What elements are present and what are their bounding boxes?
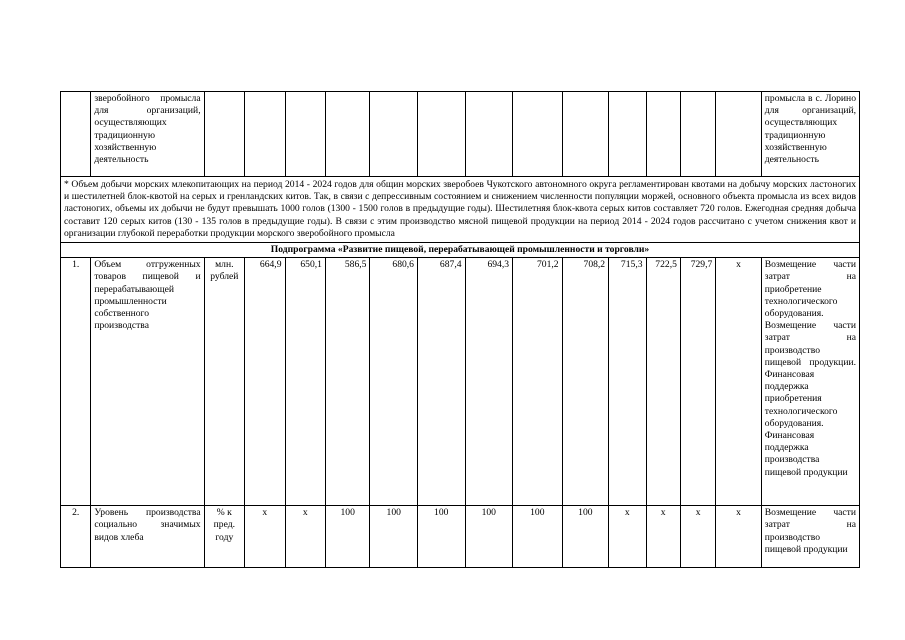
- indicators-table: [60, 91, 860, 568]
- unit-cell: млн. рублей: [204, 258, 244, 506]
- value-cell: 715,3: [609, 258, 646, 506]
- remark-cell: промысла в с. Лорино для организаций, осуществляющих традиционную хозяйственную деятельность: [761, 92, 859, 177]
- indicator-name: Объем отгруженных товаров пищевой и перерабатывающей промышленности собственного производства: [91, 258, 204, 506]
- value-cell: 701,2: [513, 258, 563, 506]
- footnote-row: [61, 177, 860, 243]
- value-cell: х: [646, 506, 680, 568]
- value-cell: х: [680, 506, 715, 568]
- value-cell: 100: [417, 506, 465, 568]
- table-row: [61, 506, 860, 568]
- cell-value: [716, 92, 762, 177]
- value-cell: 586,5: [325, 258, 370, 506]
- subprogram-title: Подпрограмма «Развитие пищевой, перерабатывающей промышленности и торговли»: [61, 243, 860, 258]
- cell-unit: [204, 92, 244, 177]
- value-cell: х: [285, 506, 325, 568]
- cell-value: [513, 92, 563, 177]
- cell-value: [417, 92, 465, 177]
- value-cell: 687,4: [417, 258, 465, 506]
- unit-cell: % к пред. году: [204, 506, 244, 568]
- value-cell: х: [716, 258, 762, 506]
- value-cell: 100: [465, 506, 513, 568]
- value-cell: 680,6: [370, 258, 418, 506]
- subprogram-row: [61, 243, 860, 258]
- cell-value: [609, 92, 646, 177]
- remark-cell: Возмещение части затрат на производство пищевой продукции: [761, 506, 859, 568]
- value-cell: 694,3: [465, 258, 513, 506]
- row-number: 2.: [61, 506, 91, 568]
- cell-value: [465, 92, 513, 177]
- cell-num: [61, 92, 91, 177]
- cell-value: [680, 92, 715, 177]
- value-cell: 722,5: [646, 258, 680, 506]
- table-row: [61, 258, 860, 506]
- value-cell: 729,7: [680, 258, 715, 506]
- value-cell: 100: [370, 506, 418, 568]
- cell-value: [285, 92, 325, 177]
- footnote-text: * Объем добычи морских млекопитающих на период 2014 - 2024 годов для общин морских зверобоев Чукотского автономного округа регламентирован квотами на добычу морских ластоногих и шестилетней блок-квотой на серых и гренландских китов. Так, в связи с депрессивным состоянием и снижением численности популяции моржей, основного объекта промысла из всех видов ластоногих, объемы их добычи не будут превышать 1000 голов (1300 - 1500 голов в предыдущие годы). Шестилетняя блок-квота серых китов составляет 720 голов. Ежегодная средняя добыча составит 120 серых китов (130 - 135 голов в предыдущие годы). В связи с этим производство мясной пищевой продукции на период 2014 - 2024 годов рассчитано с учетом снижения квот и организации глубокой переработки продукции морского зверобойного промысла: [61, 177, 860, 243]
- value-cell: х: [716, 506, 762, 568]
- value-cell: х: [245, 506, 285, 568]
- row-number: 1.: [61, 258, 91, 506]
- remark-cell: Возмещение части затрат на приобретение технологического оборудования. Возмещение части затрат на производство пищевой продукции. Финансовая поддержка приобретения технологического оборудования. Финансовая поддержка производства пищевой продукции: [761, 258, 859, 506]
- value-cell: х: [609, 506, 646, 568]
- value-cell: 664,9: [245, 258, 285, 506]
- value-cell: 708,2: [562, 258, 609, 506]
- cell-value: [325, 92, 370, 177]
- table-row-continued: [61, 92, 860, 177]
- indicator-name: Уровень производства социально значимых видов хлеба: [91, 506, 204, 568]
- value-cell: 100: [513, 506, 563, 568]
- value-cell: 100: [562, 506, 609, 568]
- cell-value: [370, 92, 418, 177]
- cell-value: [646, 92, 680, 177]
- value-cell: 100: [325, 506, 370, 568]
- value-cell: 650,1: [285, 258, 325, 506]
- indicator-name: зверобойного промысла для организаций, осуществляющих традиционную хозяйственную деятельность: [91, 92, 204, 177]
- cell-value: [562, 92, 609, 177]
- cell-value: [245, 92, 285, 177]
